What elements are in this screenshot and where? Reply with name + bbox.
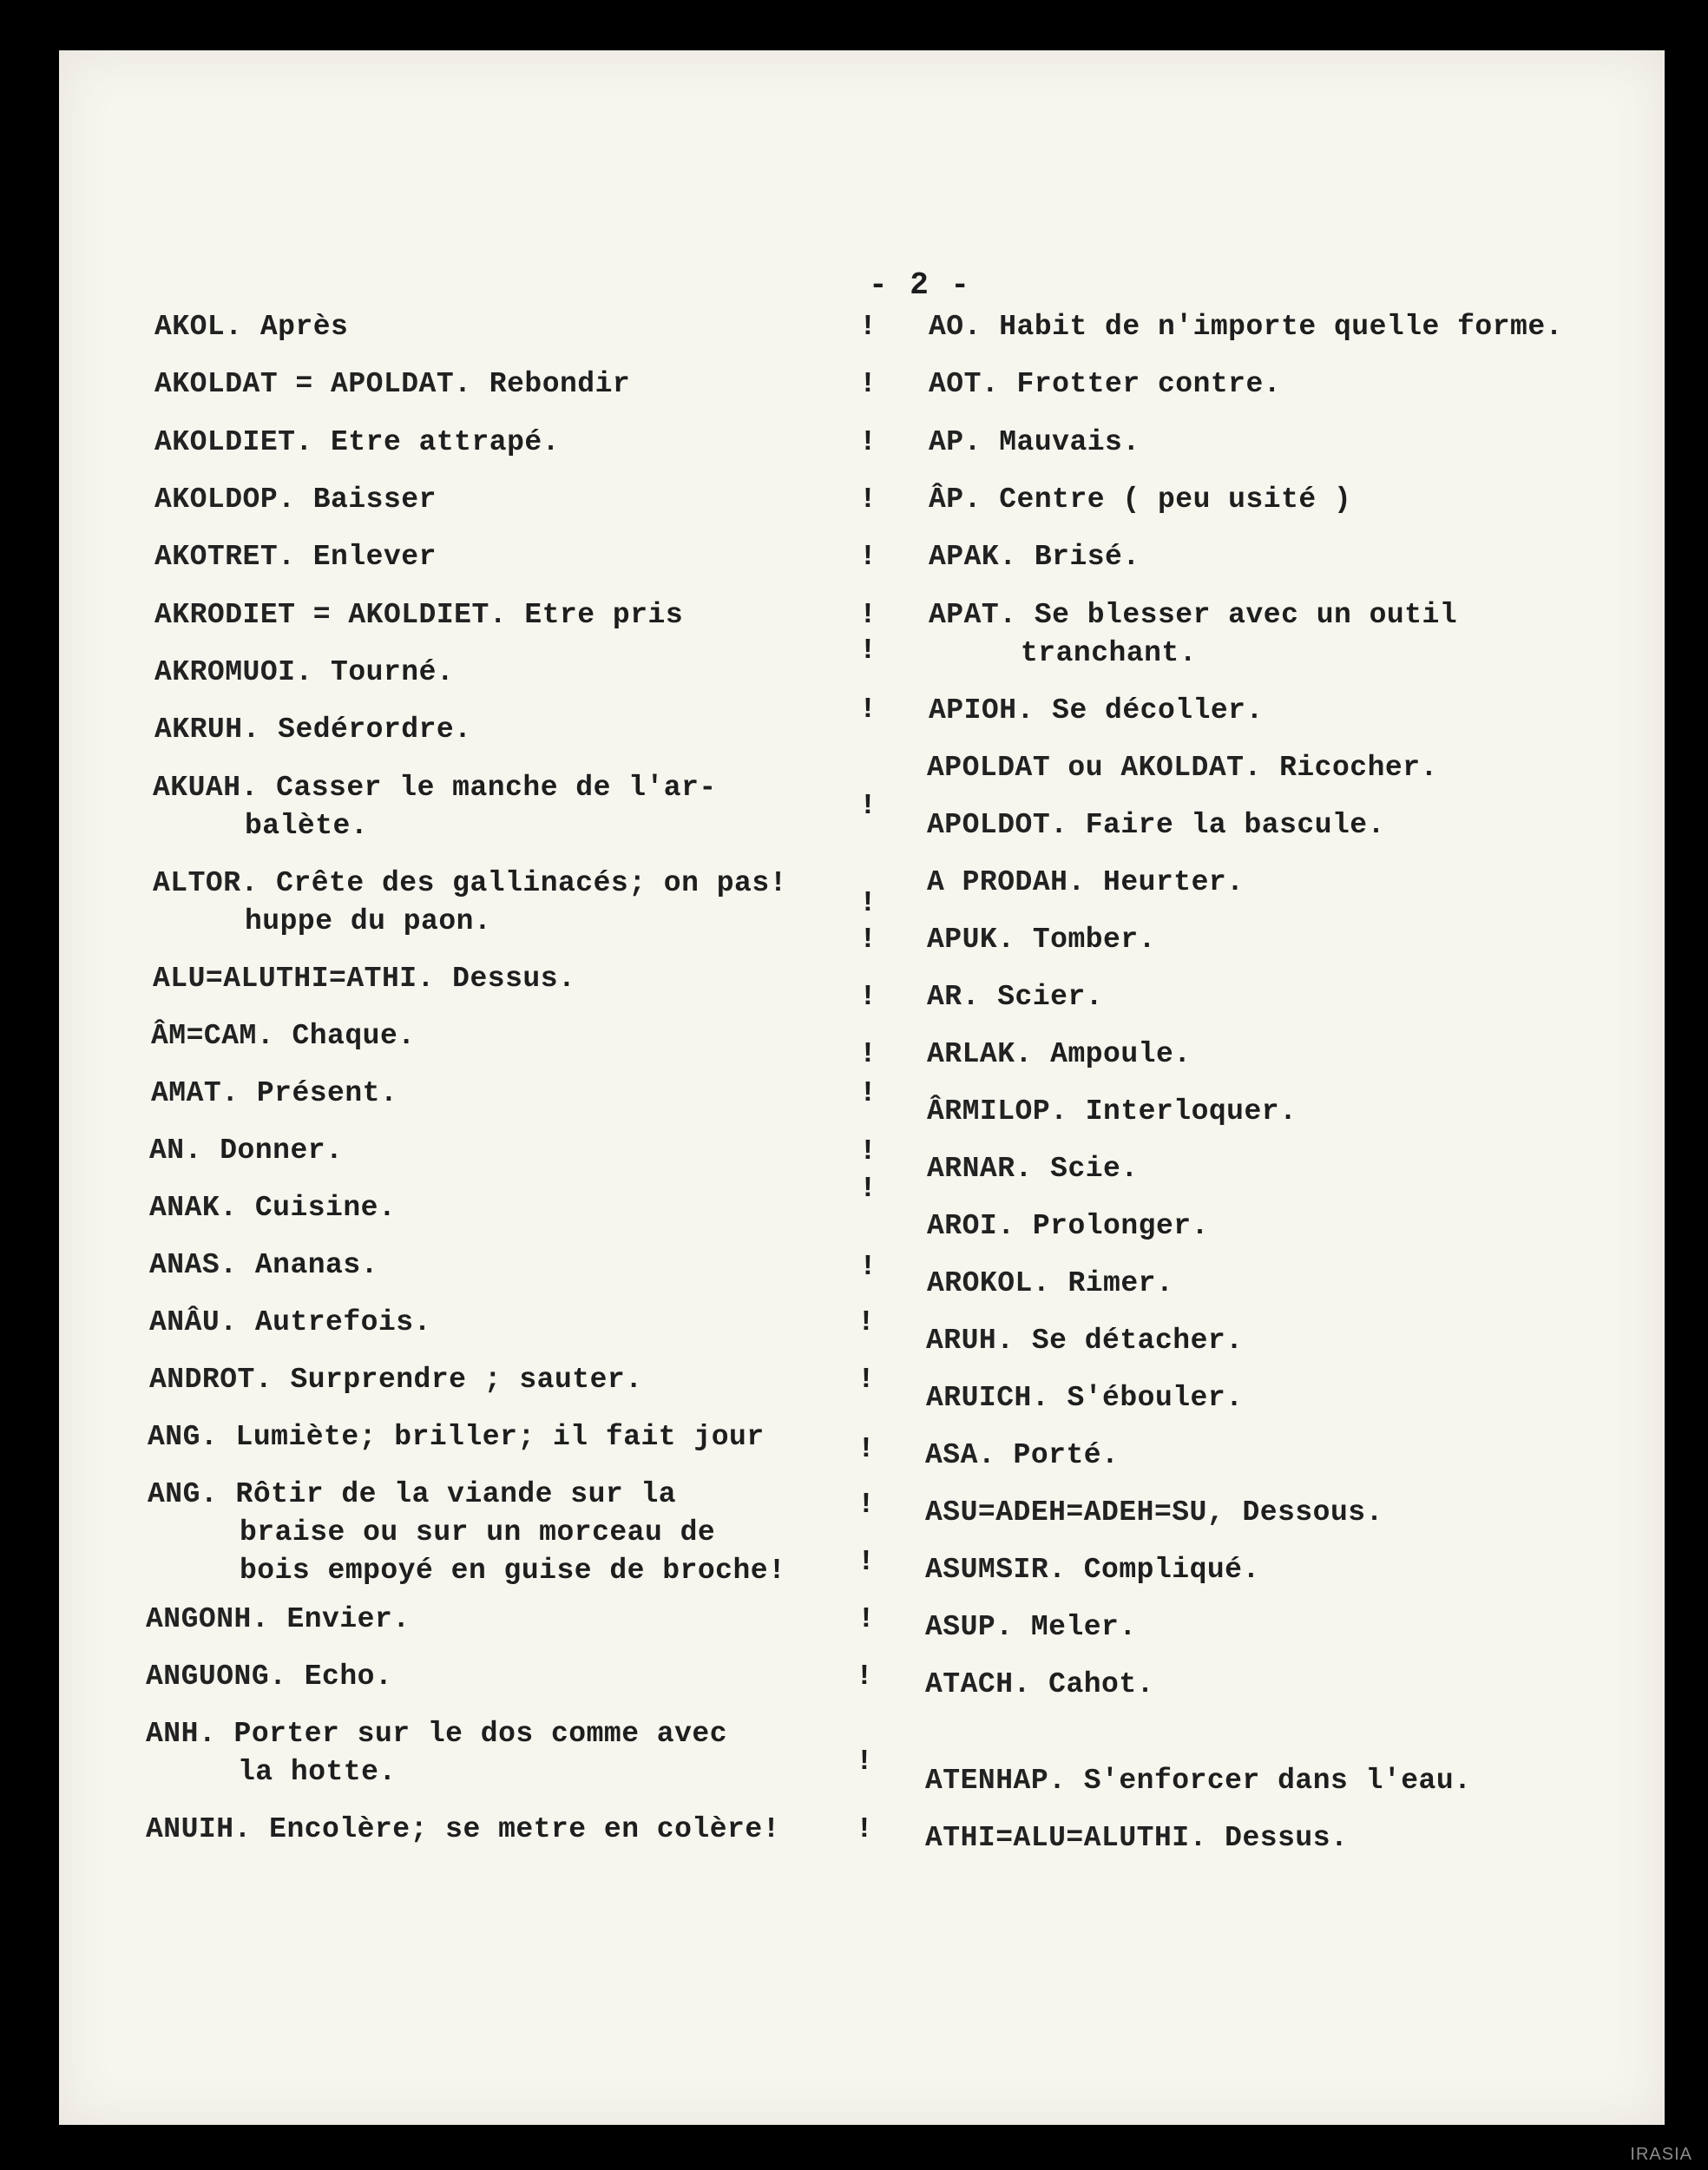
definition: Se détacher. — [1031, 1325, 1244, 1357]
column-separator-mark: ! — [857, 1546, 875, 1578]
column-separator-mark: ! — [857, 1364, 875, 1396]
headword: ANAS. — [149, 1249, 238, 1281]
left-entry — [151, 1017, 416, 1055]
entry-line — [146, 1811, 780, 1849]
headword: APUK. — [927, 924, 1015, 956]
definition: Donner. — [220, 1134, 344, 1167]
definition: Faire la bascule. — [1085, 809, 1385, 841]
document-page — [59, 50, 1665, 2125]
definition-continuation: huppe du paon. — [245, 905, 492, 937]
headword: APIOH. — [929, 694, 1035, 727]
entry-line — [149, 1361, 643, 1399]
definition: Ananas. — [254, 1249, 378, 1281]
left-entry — [148, 1476, 785, 1590]
definition: Encolère; se metre en colère! — [269, 1813, 780, 1845]
headword: ALU=ALUTHI=ATHI. — [153, 963, 435, 995]
column-separator-mark: ! — [859, 483, 877, 516]
headword: AKRUH. — [154, 713, 260, 746]
definition: Se blesser avec un outil — [1034, 599, 1458, 631]
headword: ANG. — [148, 1421, 219, 1453]
right-entry — [929, 692, 1264, 730]
entry-line — [146, 1601, 411, 1639]
right-entry — [925, 1437, 1119, 1475]
headword: AKOLDIET. — [154, 426, 313, 458]
definition: Meler. — [1030, 1611, 1137, 1643]
definition: Habit de n'importe quelle forme. — [999, 311, 1563, 343]
entry-line — [146, 1658, 392, 1696]
headword: ANGUONG. — [146, 1660, 287, 1693]
column-separator-mark: ! — [859, 541, 877, 573]
headword: ALTOR. — [153, 867, 259, 899]
entry-line — [154, 711, 471, 749]
definition: Rimer. — [1068, 1267, 1174, 1299]
definition: Tourné. — [331, 656, 455, 688]
headword: AR. — [927, 981, 980, 1013]
right-entry — [929, 365, 1281, 404]
right-entry — [929, 596, 1457, 673]
headword: ASUMSIR. — [925, 1554, 1067, 1586]
headword: APAT. — [929, 599, 1017, 631]
column-separator-mark: ! — [859, 981, 877, 1013]
left-entry — [149, 1189, 396, 1227]
headword: ATENHAP. — [925, 1765, 1067, 1797]
column-separator-mark: ! — [857, 1603, 875, 1635]
entry-line — [153, 769, 717, 807]
column-separator-mark: ! — [856, 1660, 873, 1693]
entry-line — [148, 1418, 765, 1457]
entry-line — [148, 1476, 785, 1514]
left-entry — [154, 654, 454, 692]
definition: Casser le manche de l'ar- — [276, 772, 717, 804]
entry-line — [926, 1379, 1243, 1417]
definition: Porter sur le dos comme avec — [233, 1718, 728, 1750]
right-entry — [929, 481, 1351, 519]
left-entry — [149, 1361, 643, 1399]
headword: ANÂU. — [149, 1306, 238, 1338]
entry-line — [154, 596, 683, 635]
right-entry — [927, 749, 1438, 787]
entry-line — [929, 596, 1457, 635]
definition: Scie. — [1050, 1153, 1139, 1185]
entry-line — [149, 1304, 431, 1342]
column-separator-mark: ! — [859, 694, 877, 726]
entry-line — [925, 1608, 1137, 1647]
headword: ANUIH. — [146, 1813, 252, 1845]
definition: Cuisine. — [254, 1192, 397, 1224]
entry-line — [925, 1494, 1383, 1532]
left-entry — [149, 1304, 431, 1342]
headword: AKOTRET. — [154, 541, 296, 573]
left-entry — [154, 424, 560, 462]
right-entry — [927, 864, 1244, 902]
definition: Autrefois. — [254, 1306, 431, 1338]
headword: ANDROT. — [149, 1364, 273, 1396]
headword: AKOLDAT = APOLDAT. — [154, 368, 472, 400]
headword: APOLDOT. — [927, 809, 1068, 841]
entry-line — [927, 1265, 1173, 1303]
definition: Cahot. — [1048, 1668, 1154, 1700]
entry-line — [929, 538, 1140, 576]
definition: Interloquer. — [1085, 1095, 1297, 1128]
column-separator-mark: ! — [859, 1135, 877, 1167]
entry-line — [151, 1075, 397, 1113]
headword: ANH. — [146, 1718, 217, 1750]
definition: Ricocher. — [1279, 752, 1438, 784]
entry-line — [154, 365, 630, 404]
entry-line — [927, 978, 1103, 1016]
left-entry — [154, 596, 683, 635]
entry-line — [929, 308, 1563, 346]
definition: Scier. — [997, 981, 1104, 1013]
headword: ÂRMILOP. — [927, 1095, 1068, 1128]
left-entry — [151, 1075, 397, 1113]
column-separator-mark: ! — [859, 1173, 877, 1205]
entry-line — [927, 1207, 1209, 1246]
right-entry — [925, 1819, 1348, 1858]
entry-line — [927, 1093, 1297, 1131]
entry-line — [927, 806, 1385, 845]
column-separator-mark: ! — [857, 1306, 875, 1338]
definition: Lumiète; briller; il fait jour — [235, 1421, 765, 1453]
headword: ARLAK. — [927, 1038, 1033, 1070]
right-entry — [925, 1494, 1383, 1532]
definition: Envier. — [286, 1603, 411, 1635]
left-entry — [146, 1658, 392, 1696]
definition: Rebondir — [489, 368, 631, 400]
left-entry — [149, 1246, 378, 1285]
column-separator-mark: ! — [859, 311, 877, 343]
definition: Baisser — [312, 483, 437, 516]
definition: S'enforcer dans l'eau. — [1083, 1765, 1472, 1797]
entry-line — [154, 538, 437, 576]
right-entry — [929, 308, 1563, 346]
headword: ASA. — [925, 1439, 996, 1471]
definition: Mauvais. — [999, 426, 1140, 458]
headword: AKOL. — [154, 311, 243, 343]
headword: AROI. — [927, 1210, 1015, 1242]
entry-line — [154, 308, 348, 346]
right-entry — [925, 1551, 1260, 1589]
definition: Ampoule. — [1050, 1038, 1192, 1070]
entry-line — [154, 654, 454, 692]
column-separator-mark: ! — [857, 1433, 875, 1465]
right-entry — [925, 1608, 1137, 1647]
entry-line — [929, 481, 1351, 519]
entry-line — [151, 1017, 416, 1055]
headword: AN. — [149, 1134, 202, 1167]
definition: Tomber. — [1032, 924, 1156, 956]
right-entry — [927, 978, 1103, 1016]
left-entry — [149, 1132, 343, 1170]
right-entry — [925, 1666, 1154, 1704]
headword: ARNAR. — [927, 1153, 1033, 1185]
right-entry — [929, 538, 1140, 576]
headword: ÂM=CAM. — [151, 1020, 275, 1052]
column-separator-mark: ! — [859, 1251, 877, 1283]
definition: Prolonger. — [1032, 1210, 1209, 1242]
left-entry — [146, 1811, 780, 1849]
column-separator-mark: ! — [857, 1489, 875, 1521]
entry-line — [149, 1132, 343, 1170]
headword: AKROMUOI. — [154, 656, 313, 688]
right-entry — [925, 1762, 1471, 1800]
entry-line — [925, 1666, 1154, 1704]
headword: ANGONH. — [146, 1603, 270, 1635]
entry-line — [927, 921, 1156, 959]
entry-line — [925, 1437, 1119, 1475]
left-entry — [146, 1601, 411, 1639]
headword: APAK. — [929, 541, 1017, 573]
entry-line — [925, 1551, 1260, 1589]
right-entry — [927, 806, 1385, 845]
entry-line — [929, 692, 1264, 730]
definition: Après — [259, 311, 349, 343]
entry-line — [927, 1150, 1139, 1188]
headword: ASU=ADEH=ADEH=SU, — [925, 1496, 1225, 1529]
left-entry — [154, 538, 437, 576]
headword: AKOLDOP. — [154, 483, 296, 516]
definition: Chaque. — [292, 1020, 416, 1052]
page-number: - 2 - — [868, 267, 972, 303]
left-entry — [154, 365, 630, 404]
entry-line — [925, 1819, 1348, 1858]
definition: Compliqué. — [1083, 1554, 1260, 1586]
column-separator-mark: ! — [859, 599, 877, 631]
left-entry — [154, 308, 348, 346]
definition: Etre pris — [524, 599, 684, 631]
definition: Porté. — [1013, 1439, 1120, 1471]
headword: ATHI=ALU=ALUTHI. — [925, 1822, 1207, 1854]
definition: Frotter contre. — [1016, 368, 1282, 400]
headword: ÂP. — [929, 483, 982, 516]
entry-line — [153, 960, 575, 998]
entry-line — [149, 1246, 378, 1285]
entry-line — [153, 865, 787, 903]
definition-continuation: braise ou sur un morceau de — [240, 1516, 716, 1549]
entry-line — [929, 365, 1281, 404]
column-separator-mark: ! — [859, 887, 877, 919]
column-separator-mark: ! — [859, 924, 877, 956]
headword: APOLDAT ou AKOLDAT. — [927, 752, 1262, 784]
entry-line — [149, 1189, 396, 1227]
definition: Heurter. — [1103, 866, 1245, 898]
left-entry — [154, 481, 437, 519]
entry-line — [154, 481, 437, 519]
column-separator-mark: ! — [856, 1813, 873, 1845]
definition: Se décoller. — [1052, 694, 1264, 727]
left-entry — [153, 960, 575, 998]
definition: Brisé. — [1034, 541, 1140, 573]
left-entry — [153, 865, 787, 941]
right-entry — [927, 1150, 1139, 1188]
headword: ARUH. — [926, 1325, 1015, 1357]
right-entry — [927, 1265, 1173, 1303]
headword: ASUP. — [925, 1611, 1014, 1643]
column-separator-mark: ! — [859, 368, 877, 400]
right-entry — [929, 424, 1140, 462]
column-separator-mark: ! — [859, 426, 877, 458]
entry-line — [154, 424, 560, 462]
definition-continuation: bois empoyé en guise de broche! — [240, 1555, 786, 1587]
entry-line — [927, 864, 1244, 902]
left-entry — [154, 711, 471, 749]
headword: AKRODIET = AKOLDIET. — [154, 599, 508, 631]
definition-continuation: tranchant. — [1021, 637, 1198, 669]
right-entry — [926, 1379, 1243, 1417]
definition: Rôtir de la viande sur la — [235, 1478, 677, 1510]
definition-continuation: balète. — [245, 810, 369, 842]
right-entry — [926, 1322, 1243, 1360]
definition: Sedérordre. — [278, 713, 472, 746]
headword: ANAK. — [149, 1192, 238, 1224]
headword: AP. — [929, 426, 982, 458]
headword: ANG. — [148, 1478, 219, 1510]
definition: Dessus. — [1225, 1822, 1349, 1854]
definition: Crête des gallinacés; on pas! — [276, 867, 787, 899]
column-separator-mark: ! — [859, 1038, 877, 1070]
headword: AROKOL. — [927, 1267, 1051, 1299]
headword: AKUAH. — [153, 772, 259, 804]
entry-line — [146, 1715, 727, 1753]
left-entry — [153, 769, 717, 845]
headword: A PRODAH. — [927, 866, 1086, 898]
headword: AOT. — [929, 368, 1000, 400]
entry-line — [925, 1762, 1471, 1800]
headword: AMAT. — [151, 1077, 240, 1109]
definition: Surprendre ; sauter. — [290, 1364, 643, 1396]
left-entry — [148, 1418, 765, 1457]
column-separator-mark: ! — [859, 635, 877, 667]
definition: Centre ( peu usité ) — [999, 483, 1352, 516]
right-entry — [927, 1036, 1192, 1074]
entry-line — [929, 424, 1140, 462]
definition: Echo. — [304, 1660, 393, 1693]
column-separator-mark: ! — [856, 1746, 873, 1778]
definition-continuation: la hotte. — [238, 1756, 397, 1788]
entry-line — [927, 1036, 1192, 1074]
left-entry — [146, 1715, 727, 1792]
definition: Dessous. — [1242, 1496, 1383, 1529]
definition: Etre attrapé. — [331, 426, 560, 458]
column-separator-mark: ! — [859, 1077, 877, 1109]
entry-line — [927, 749, 1438, 787]
definition: S'ébouler. — [1067, 1382, 1244, 1414]
definition: Dessus. — [452, 963, 576, 995]
definition: Enlever — [312, 541, 437, 573]
entry-line — [926, 1322, 1243, 1360]
headword: ARUICH. — [926, 1382, 1050, 1414]
definition: Présent. — [256, 1077, 398, 1109]
headword: ATACH. — [925, 1668, 1031, 1700]
right-entry — [927, 1093, 1297, 1131]
right-entry — [927, 921, 1156, 959]
right-entry — [927, 1207, 1209, 1246]
watermark: IRASIA — [1630, 2145, 1692, 2164]
column-separator-mark: ! — [859, 790, 877, 822]
headword: AO. — [929, 311, 982, 343]
